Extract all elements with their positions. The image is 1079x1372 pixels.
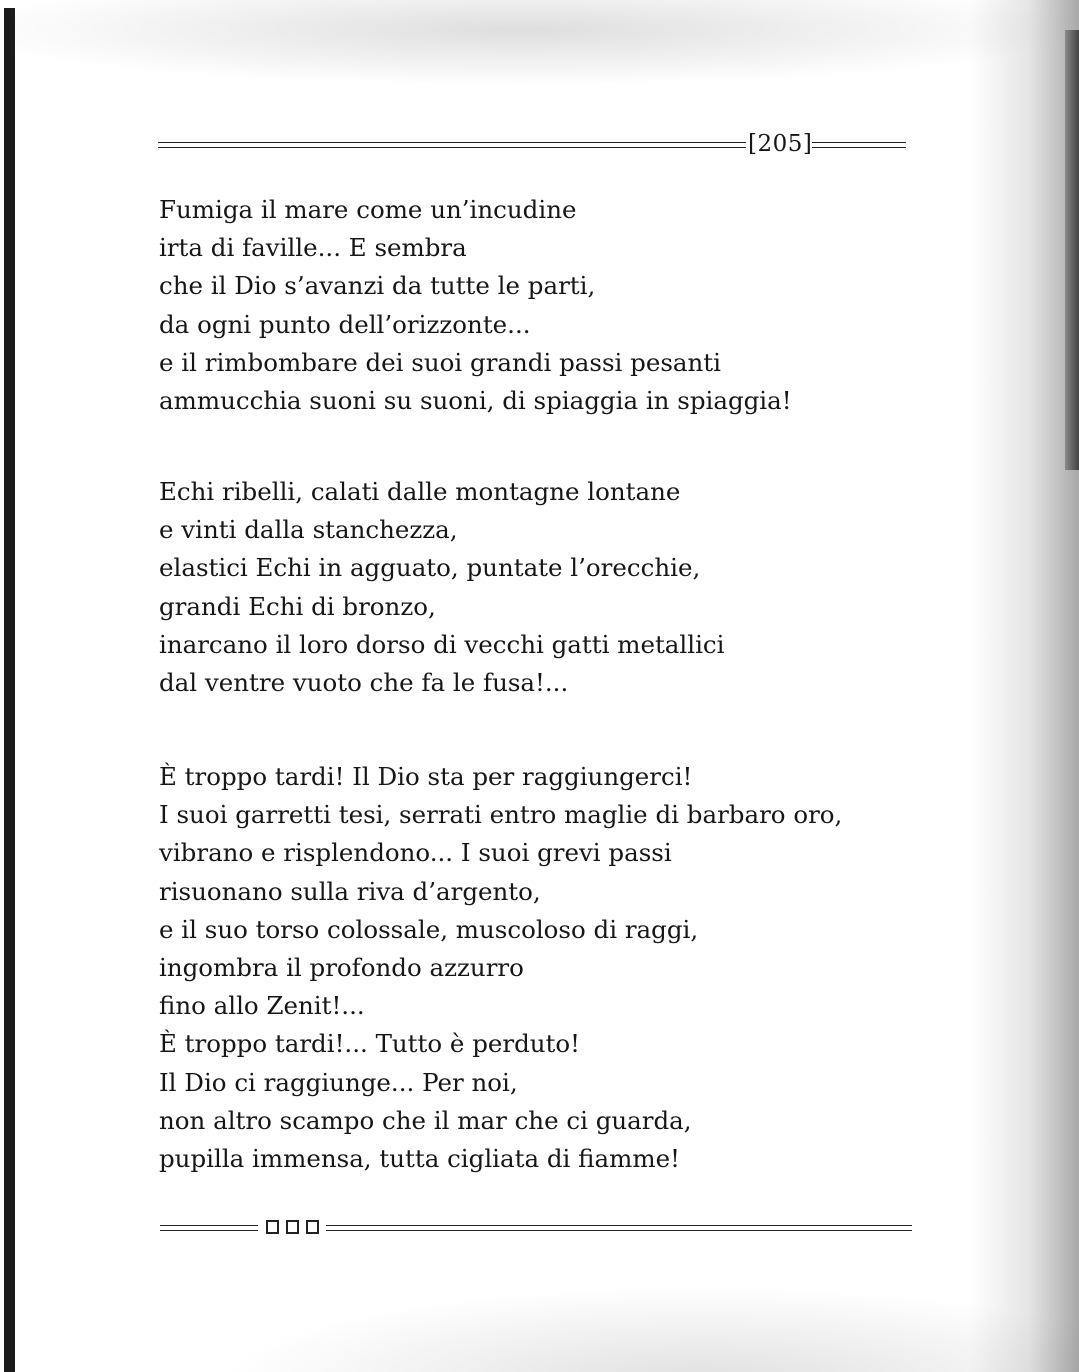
poem-line: non altro scampo che il mar che ci guarda, — [159, 1105, 692, 1135]
page-number: [205] — [748, 131, 813, 157]
poem-line: ingombra il profondo azzurro — [159, 953, 524, 983]
scan-edge-left — [4, 8, 15, 1372]
poem-line: inarcano il loro dorso di vecchi gatti metallici — [159, 629, 725, 659]
poem-line: vibrano e risplendono... I suoi grevi passi — [159, 838, 672, 868]
poem-line: che il Dio s’avanzi da tutte le parti, — [159, 271, 596, 301]
poem-line: I suoi garretti tesi, serrati entro maglie di barbaro oro, — [159, 800, 843, 830]
footer-rule-left — [160, 1225, 258, 1231]
poem-line: dal ventre vuoto che fa le fusa!... — [159, 668, 569, 698]
poem-line: fino allo Zenit!... — [159, 991, 365, 1021]
poem-line: ammucchia suoni su suoni, di spiaggia in spiaggia! — [159, 386, 792, 416]
poem-line: e il rimbombare dei suoi grandi passi pesanti — [159, 347, 721, 377]
page-header — [158, 130, 906, 158]
poem-line: Fumiga il mare come un’incudine — [159, 195, 577, 224]
poem-line: da ogni punto dell’orizzonte... — [159, 309, 531, 339]
poem-line: pupilla immensa, tutta cigliata di fiamme! — [159, 1144, 680, 1174]
poem-line: È troppo tardi!... Tutto è perduto! — [159, 1029, 580, 1059]
scan-shadow-top — [0, 0, 1079, 110]
poem-line: irta di faville... E sembra — [159, 233, 467, 263]
stanza-1 — [159, 191, 792, 420]
stanza-3 — [159, 758, 842, 1178]
poem-line: e vinti dalla stanchezza, — [159, 515, 458, 545]
square-ornament-icon — [306, 1220, 319, 1234]
footer-rule-right — [326, 1225, 912, 1231]
scan-shadow-right — [969, 0, 1079, 1372]
header-rule-right — [812, 142, 906, 148]
footer-ornament — [160, 1219, 912, 1239]
poem-line: Il Dio ci raggiunge... Per noi, — [159, 1067, 518, 1097]
header-rule-left — [158, 142, 746, 148]
stanza-2 — [159, 473, 724, 702]
poem-line: risuonano sulla riva d’argento, — [159, 876, 541, 906]
poem-line: Echi ribelli, calati dalle montagne lontane — [159, 477, 681, 506]
poem-line: grandi Echi di bronzo, — [159, 591, 436, 621]
square-ornament-icon — [286, 1220, 299, 1234]
poem-line: e il suo torso colossale, muscoloso di raggi, — [159, 914, 699, 944]
poem-line: elastici Echi in agguato, puntate l’orecchie, — [159, 553, 701, 583]
scan-edge-right — [1065, 30, 1079, 470]
square-ornament-icon — [266, 1220, 279, 1234]
poem-line: È troppo tardi! Il Dio sta per raggiungerci! — [159, 762, 693, 791]
